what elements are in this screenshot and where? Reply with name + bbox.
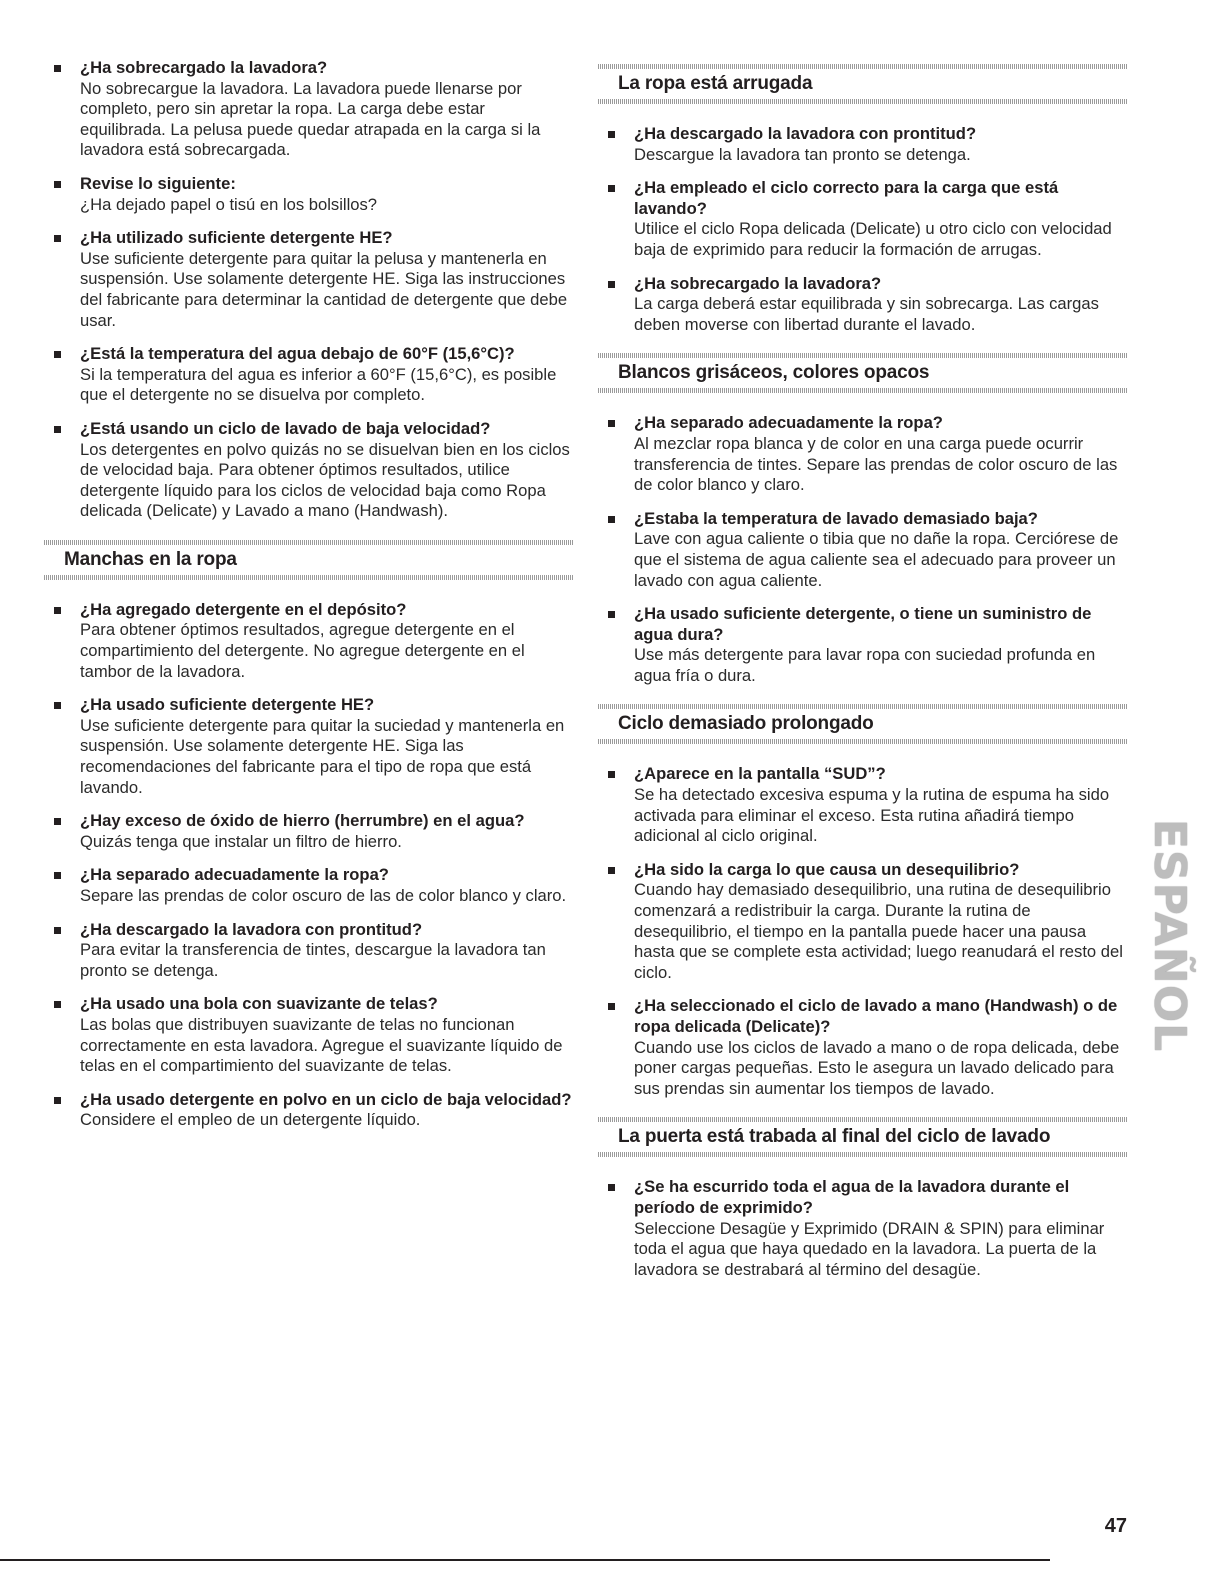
section-title: La puerta está trabada al final del ciclo de lavado <box>618 1126 1051 1148</box>
section-title: Ciclo demasiado prolongado <box>618 713 874 735</box>
bullet-icon <box>54 607 61 614</box>
section-header-ciclo <box>598 704 1128 744</box>
left-column <box>44 58 574 1144</box>
bullet-icon <box>54 927 61 934</box>
question: ¿Ha sido la carga lo que causa un desequilibrio? <box>634 859 1020 879</box>
bullet-icon <box>608 420 615 427</box>
bullet-icon <box>54 426 61 433</box>
section-header-manchas <box>44 540 574 580</box>
section-title: La ropa está arrugada <box>618 73 813 94</box>
dotted-rule <box>598 1152 1128 1157</box>
bullet-icon <box>54 65 61 72</box>
right-column <box>598 64 1128 1293</box>
bullet-icon <box>608 1003 615 1010</box>
bullet-icon <box>54 1097 61 1104</box>
answer: Las bolas que distribuyen suavizante de telas no funcionan correctamente en esta lavadora. Agregue el suavizante líquido de telas en el compartimiento del suavizante de telas. <box>80 1014 563 1076</box>
question: ¿Ha descargado la lavadora con prontitud? <box>80 919 423 939</box>
list-item <box>44 58 574 161</box>
question: ¿Ha usado suficiente detergente, o tiene un suministro de agua dura? <box>634 604 1092 644</box>
section-title: Blancos grisáceos, colores opacos <box>618 362 930 384</box>
question: ¿Ha empleado el ciclo correcto para la carga que está lavando? <box>634 178 1059 218</box>
question: ¿Ha descargado la lavadora con prontitud? <box>634 124 977 143</box>
list-item <box>44 174 574 215</box>
answer: Separe las prendas de color oscuro de las de color blanco y claro. <box>80 886 567 905</box>
section-title: Manchas en la ropa <box>64 548 237 570</box>
dotted-rule <box>598 99 1128 104</box>
list-item <box>44 920 574 982</box>
answer: Se ha detectado excesiva espuma y la rutina de espuma ha sido activada para eliminar el exceso. Esta rutina añadirá tiempo adicional al ciclo original. <box>634 785 1110 846</box>
list-item <box>598 413 1128 495</box>
question: Revise lo siguiente: <box>80 173 236 193</box>
question: ¿Ha sobrecargado la lavadora? <box>80 58 328 77</box>
answer: Descargue la lavadora tan pronto se detenga. <box>634 144 971 164</box>
bullet-icon <box>54 351 61 358</box>
list-item <box>44 811 574 852</box>
question: ¿Ha usado una bola con suavizante de telas? <box>80 994 438 1014</box>
bullet-icon <box>608 1184 615 1191</box>
bullet-icon <box>608 516 615 523</box>
bullet-icon <box>54 181 61 188</box>
bottom-rule <box>0 1559 1050 1561</box>
section-header-puerta <box>598 1117 1128 1157</box>
question: ¿Ha seleccionado el ciclo de lavado a mano (Handwash) o de ropa delicada (Delicate)? <box>634 996 1118 1036</box>
answer: Use suficiente detergente para quitar la suciedad y mantenerla en suspensión. Use solamente detergente HE. Siga las recomendaciones del fabricante para el tipo de ropa que está lavando. <box>80 715 565 797</box>
question: ¿Ha usado suficiente detergente HE? <box>80 695 375 715</box>
answer: Use suficiente detergente para quitar la pelusa y mantenerla en suspensión. Use solamente detergente HE. Siga las instrucciones del fabricante para determinar la cantidad de detergente que debe usar. <box>80 248 568 330</box>
bullet-icon <box>608 185 615 192</box>
answer: Al mezclar ropa blanca y de color en una carga puede ocurrir transferencia de tintes. Separe las prendas de color oscuro de las de color blanco y claro. <box>634 433 1118 495</box>
question: ¿Estaba la temperatura de lavado demasiado baja? <box>634 508 1038 528</box>
list-item <box>44 1090 574 1131</box>
question: ¿Ha agregado detergente en el depósito? <box>80 599 407 619</box>
list-item <box>44 600 574 682</box>
bullet-icon <box>54 702 61 709</box>
list-item <box>598 1177 1128 1280</box>
page-number: 47 <box>1104 1515 1127 1537</box>
language-side-tab <box>1144 815 1196 1055</box>
bullet-icon <box>54 1001 61 1008</box>
dotted-rule <box>598 739 1128 744</box>
list-item <box>44 994 574 1076</box>
answer: Utilice el ciclo Ropa delicada (Delicate) u otro ciclo con velocidad baja de exprimido para reducir la formación de arrugas. <box>634 219 1112 259</box>
question: ¿Se ha escurrido toda el agua de la lavadora durante el período de exprimido? <box>634 1177 1070 1217</box>
answer: Si la temperatura del agua es inferior a 60°F (15,6°C), es posible que el detergente no se disuelva por completo. <box>80 364 557 405</box>
question: ¿Está la temperatura del agua debajo de 60°F (15,6°C)? <box>80 344 515 364</box>
answer: Para obtener óptimos resultados, agregue detergente en el compartimiento del detergente. No agregue detergente en el tambor de la lavadora. <box>80 620 525 681</box>
list-item <box>598 178 1128 260</box>
dotted-rule <box>598 388 1128 393</box>
bullet-icon <box>608 281 615 288</box>
list-item <box>44 344 574 406</box>
answer: La carga deberá estar equilibrada y sin sobrecarga. Las cargas deben moverse con libertad durante el lavado. <box>634 294 1099 334</box>
question: ¿Aparece en la pantalla “SUD”? <box>634 764 886 784</box>
answer: Cuando hay demasiado desequilibrio, una rutina de desequilibrio comenzará a redistribuir la carga. Durante la rutina de desequilibrio, el tiempo en la pantalla puede hacer una pausa hasta que se complete esta actividad; luego reanudará el resto del ciclo. <box>634 880 1123 982</box>
bullet-icon <box>608 771 615 778</box>
question: ¿Ha separado adecuadamente la ropa? <box>80 865 389 885</box>
answer: Cuando use los ciclos de lavado a mano o de ropa delicada, debe poner cargas pequeñas. Esto le asegura un lavado delicado para sus prendas sin aumentar los tiempos de lavado. <box>634 1037 1120 1098</box>
answer: ¿Ha dejado papel o tisú en los bolsillos? <box>80 194 378 214</box>
bullet-icon <box>54 818 61 825</box>
answer: Para evitar la transferencia de tintes, descargue la lavadora tan pronto se detenga. <box>80 940 546 980</box>
question: ¿Ha usado detergente en polvo en un ciclo de baja velocidad? <box>80 1089 572 1109</box>
answer: No sobrecargue la lavadora. La lavadora puede llenarse por completo, pero sin apretar la ropa. La carga debe estar equilibrada. La pelusa puede quedar atrapada en la carga si la lavadora está sobrecargada. <box>80 78 541 160</box>
list-item <box>598 764 1128 846</box>
language-label: ESPAÑOL <box>1144 818 1196 1052</box>
question: ¿Ha separado adecuadamente la ropa? <box>634 413 943 433</box>
question: ¿Ha sobrecargado la lavadora? <box>634 273 882 293</box>
question: ¿Está usando un ciclo de lavado de baja velocidad? <box>80 418 491 438</box>
question: ¿Hay exceso de óxido de hierro (herrumbre) en el agua? <box>80 811 525 831</box>
list-item <box>44 419 574 522</box>
answer: Seleccione Desagüe y Exprimido (DRAIN & SPIN) para eliminar toda el agua que haya quedado en la lavadora. La puerta de la lavadora se destrabará al término del desagüe. <box>634 1218 1105 1279</box>
list-item <box>44 695 574 798</box>
list-item <box>598 604 1128 686</box>
list-item <box>598 124 1128 165</box>
bullet-icon <box>608 867 615 874</box>
bullet-icon <box>608 131 615 138</box>
bullet-icon <box>54 235 61 242</box>
list-item <box>44 865 574 906</box>
section-header-arrugada <box>598 64 1128 104</box>
list-item <box>598 274 1128 336</box>
bullet-icon <box>54 872 61 879</box>
question: ¿Ha utilizado suficiente detergente HE? <box>80 228 393 248</box>
answer: Use más detergente para lavar ropa con suciedad profunda en agua fría o dura. <box>634 645 1096 685</box>
section-header-blancos <box>598 353 1128 393</box>
list-item <box>598 860 1128 984</box>
dotted-rule <box>44 575 574 580</box>
answer: Considere el empleo de un detergente líquido. <box>80 1110 421 1130</box>
list-item <box>598 996 1128 1099</box>
bullet-icon <box>608 611 615 618</box>
answer: Lave con agua caliente o tibia que no dañe la ropa. Cerciórese de que el sistema de agua caliente sea el adecuado para proveer un lavado con agua caliente. <box>634 529 1119 590</box>
list-item <box>598 509 1128 591</box>
list-item <box>44 228 574 331</box>
answer: Los detergentes en polvo quizás no se disuelvan bien en los ciclos de velocidad baja. Para obtener óptimos resultados, utilice detergente líquido para los ciclos de velocidad baja como Ropa delicada (Delicate) y Lavado a mano (Handwash). <box>80 439 570 521</box>
answer: Quizás tenga que instalar un filtro de hierro. <box>80 831 402 851</box>
